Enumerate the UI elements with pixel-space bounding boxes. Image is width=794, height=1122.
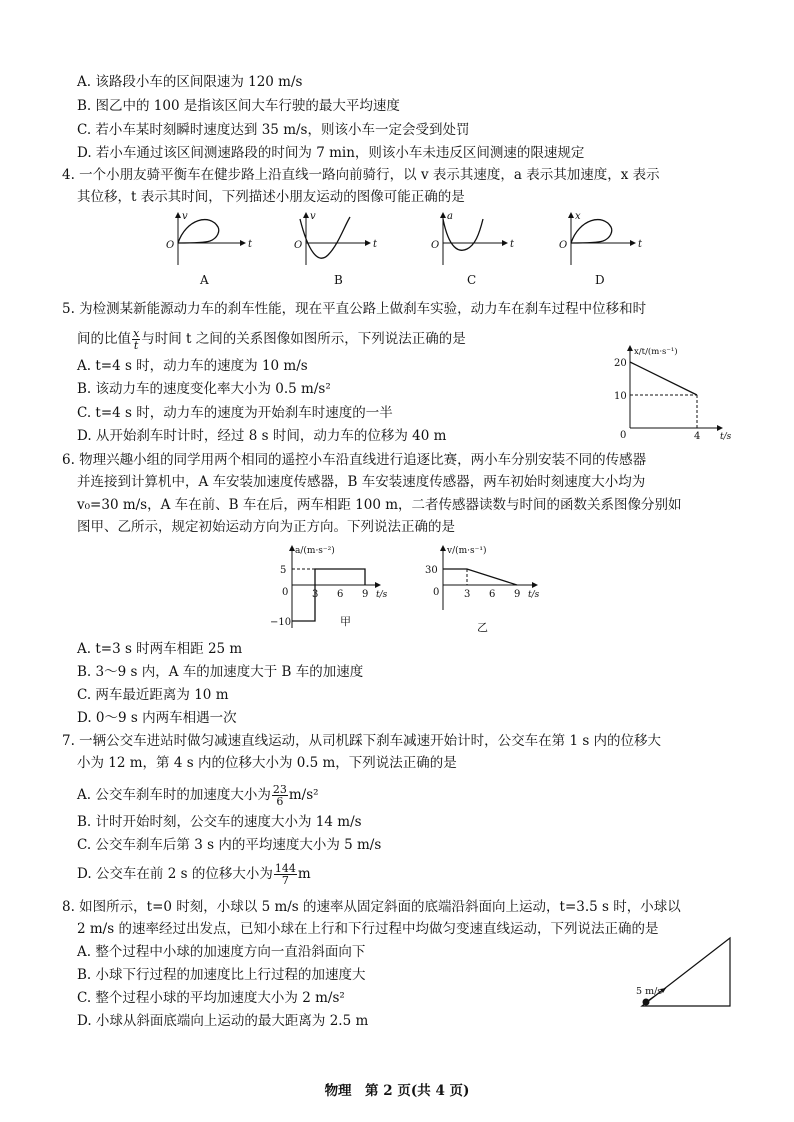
q4-graph-d	[559, 211, 643, 287]
q6a-caption: 甲	[340, 615, 351, 628]
q4-graphs	[160, 205, 660, 290]
q6-option-d: D. 0～9 s 内两车相遇一次	[77, 710, 237, 726]
q5-option-c: C. t=4 s 时，动力车的速度为开始刹车时速度的一半	[77, 405, 393, 421]
q6-option-c: C. 两车最近距离为 10 m	[77, 687, 229, 703]
q8-incline-figure	[620, 930, 740, 1010]
q6-stem-line1: 6. 物理兴趣小组的同学用两个相同的遥控小车沿直线进行追逐比赛，两小车分别安装不同的传感器	[62, 452, 647, 468]
q6b-tick-6: 6	[489, 589, 496, 600]
q4c-letter: C	[467, 273, 477, 287]
q4-stem-line1: 4. 一个小朋友骑平衡车在健步路上沿直线一路向前骑行，以 v 表示其速度，a 表示其加速度，x 表示	[62, 167, 660, 183]
q6b-xlabel: t/s	[528, 590, 540, 600]
q4-stem-line2: 其位移，t 表示其时间，下列描述小朋友运动的图像可能正确的是	[77, 189, 465, 205]
q7-option-d: D. 公交车在前 2 s 的位移大小为 $\frac{144}{7}$ m	[77, 862, 311, 887]
q7-option-a: A. 公交车刹车时的加速度大小为 $\frac{23}{6}$ m/s²	[77, 783, 319, 808]
q6-stem-line4: 图甲、乙所示，规定初始运动方向为正方向。下列说法正确的是	[77, 519, 455, 535]
q3-option-c: C. 若小车某时刻瞬时速度达到 35 m/s，则该小车一定会受到处罚	[77, 122, 470, 138]
q7-stem-line2: 小为 12 m，第 4 s 内的位移大小为 0.5 m，下列说法正确的是	[77, 755, 457, 771]
q8-option-d: D. 小球从斜面底端向上运动的最大距离为 2.5 m	[77, 1013, 369, 1029]
q6a-tick-3: 3	[312, 589, 319, 600]
q8-option-b: B. 小球下行过程的加速度比上行过程的加速度大	[77, 967, 366, 983]
q8-stem-line1: 8. 如图所示，t=0 时刻，小球以 5 m/s 的速率从固定斜面的底端沿斜面向上运动，t=3.5 s 时，小球以	[62, 899, 681, 915]
q4c-origin: O	[431, 240, 440, 251]
q5-graph-ylabel: x/t/(m·s⁻¹)	[634, 347, 678, 357]
q6a-y-neg: −10	[270, 617, 292, 628]
q5-graph-y10: 10	[614, 391, 627, 402]
q6b-caption: 乙	[477, 621, 488, 634]
q3-option-a: A. 该路段小车的区间限速为 120 m/s	[77, 74, 303, 90]
q4a-tvar: t	[248, 239, 253, 250]
q5-stem-line1: 5. 为检测某新能源动力车的刹车性能，现在平直公路上做刹车实验，动力车在刹车过程中位移和时	[62, 301, 647, 317]
q4b-origin: O	[294, 240, 303, 251]
page-footer: 物理 第 2 页(共 4 页)	[324, 1083, 470, 1099]
q4-graph-b	[294, 211, 378, 287]
q8-stem-line2: 2 m/s 的速率经过出发点，已知小球在上行和下行过程中均做匀变速直线运动，下列说法正确的是	[77, 921, 659, 937]
q6-graph-a	[270, 545, 388, 628]
q6a-tick-6: 6	[337, 589, 344, 600]
q6a-tick-9: 9	[362, 589, 369, 600]
q5-fraction: $\frac{x}{t}$	[133, 327, 140, 352]
q5-graph	[610, 340, 740, 445]
q5-stem-line2	[77, 327, 466, 351]
q7d-fraction: $\frac{144}{7}$	[274, 862, 296, 887]
q4b-yvar: v	[310, 211, 316, 222]
q4b-letter: B	[334, 273, 343, 287]
q6-option-a: A. t=3 s 时两车相距 25 m	[77, 641, 243, 657]
q4b-tvar: t	[373, 239, 378, 250]
q5-graph-x4: 4	[694, 431, 701, 442]
q8-option-a: A. 整个过程中小球的加速度方向一直沿斜面向下	[77, 944, 366, 960]
q7-option-c: C. 公交车刹车后第 3 s 内的平均速度大小为 5 m/s	[77, 837, 382, 853]
q6b-y30: 30	[425, 565, 438, 576]
q6-stem-line2: 并连接到计算机中，A 车安装加速度传感器，B 车安装速度传感器，两车初始时刻速度大小均为	[77, 474, 646, 490]
q6a-y-pos: 5	[280, 565, 287, 576]
q4d-tvar: t	[638, 239, 643, 250]
q4d-yvar: x	[575, 211, 581, 222]
q6b-origin: 0	[433, 587, 440, 598]
q6a-ylabel: a/(m·s⁻²)	[295, 546, 335, 556]
q5-stem-line2-a: 间的比值	[77, 331, 131, 347]
q7a-fraction: $\frac{23}{6}$	[272, 783, 287, 808]
q4-graph-a	[166, 211, 253, 287]
q5-stem-line2-b: 与时间 t 之间的关系图像如图所示，下列说法正确的是	[141, 331, 466, 347]
q4d-origin: O	[559, 240, 568, 251]
q6b-tick-3: 3	[464, 589, 471, 600]
q5-graph-xlabel: t/s	[720, 432, 732, 442]
q6-graph-b	[425, 545, 540, 634]
q3-option-d: D. 若小车通过该区间测速路段的时间为 7 min，则该小车未违反区间测速的限速规定	[77, 145, 585, 161]
q5-option-b: B. 该动力车的速度变化率大小为 0.5 m/s²	[77, 381, 331, 397]
q4c-tvar: t	[510, 239, 515, 250]
q3-option-b: B. 图乙中的 100 是指该区间大车行驶的最大平均速度	[77, 98, 400, 114]
q4c-yvar: a	[447, 211, 453, 222]
q4a-letter: A	[200, 273, 209, 287]
q4a-origin: O	[166, 240, 175, 251]
q4d-letter: D	[595, 273, 605, 287]
q6b-ylabel: v/(m·s⁻¹)	[447, 546, 487, 556]
q6b-tick-9: 9	[514, 589, 521, 600]
q8-option-c: C. 整个过程小球的平均加速度大小为 2 m/s²	[77, 990, 345, 1006]
q7-option-b: B. 计时开始时刻，公交车的速度大小为 14 m/s	[77, 814, 362, 830]
q5-option-a: A. t=4 s 时，动力车的速度为 10 m/s	[77, 358, 308, 374]
q8-velocity-label: 5 m/s	[636, 986, 663, 997]
q6-option-b: B. 3～9 s 内，A 车的加速度大于 B 车的加速度	[77, 664, 364, 680]
q5-graph-y20: 20	[614, 358, 627, 369]
q6-graphs	[270, 540, 560, 640]
q6-stem-line3: v₀=30 m/s，A 车在前、B 车在后，两车相距 100 m，二者传感器读数与时间的函数关系图像分别如	[77, 497, 682, 513]
q5-option-d: D. 从开始刹车时计时，经过 8 s 时间，动力车的位移为 40 m	[77, 428, 447, 444]
q5-graph-origin: 0	[620, 430, 627, 441]
q4-graph-c	[431, 211, 515, 287]
q7-stem-line1: 7. 一辆公交车进站时做匀减速直线运动，从司机踩下刹车减速开始计时，公交车在第 1 s 内的位移大	[62, 733, 662, 749]
q4a-yvar: v	[182, 211, 188, 222]
q6a-xlabel: t/s	[376, 590, 388, 600]
q6a-origin: 0	[282, 587, 289, 598]
